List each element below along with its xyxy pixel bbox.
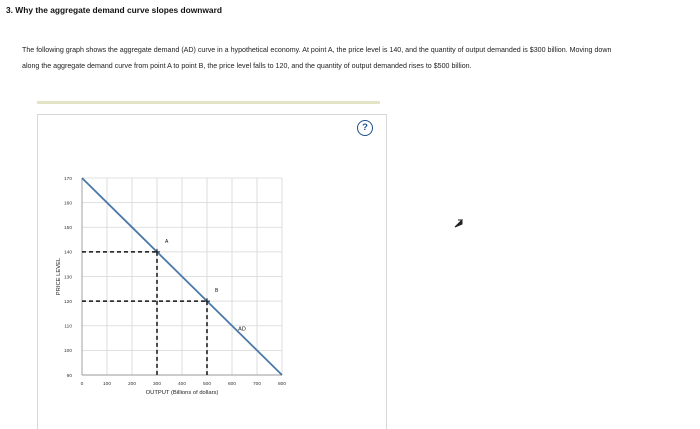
point-label: A — [165, 238, 169, 245]
x-tick-label: 800 — [277, 382, 287, 387]
points — [154, 239, 219, 304]
x-tick-label: 600 — [227, 382, 237, 387]
x-tick-label: 100 — [102, 382, 112, 387]
y-axis-title: PRICE LEVEL — [56, 257, 62, 296]
x-tick-label: 0 — [80, 382, 84, 387]
x-tick-label: 500 — [202, 382, 212, 387]
x-tick-label: 700 — [252, 382, 262, 387]
x-tick-label: 300 — [152, 382, 162, 387]
question-title: 3. Why the aggregate demand curve slopes downward — [6, 5, 222, 15]
y-tick-label: 140 — [63, 250, 72, 256]
x-tick-label: 400 — [177, 382, 187, 387]
y-tick-label: 150 — [63, 226, 72, 232]
y-tick-label: 100 — [63, 349, 72, 355]
y-tick-label: 170 — [63, 176, 72, 182]
y-tick-label: 90 — [66, 373, 72, 379]
help-button[interactable]: ? — [357, 120, 373, 136]
point-label: B — [215, 288, 219, 295]
curve-label: AD — [238, 326, 246, 333]
y-tick-label: 110 — [64, 324, 72, 330]
question-text: The following graph shows the aggregate demand (AD) curve in a hypothetical economy. At point A, the price level is 140, and the quantity of output demanded is $300 billion. Moving down along the aggregate demand curve from point A to point B, the price level falls to 120, and the quantity of output demanded rises to $500 billion. — [22, 46, 612, 70]
tick-labels — [64, 176, 286, 387]
x-axis-title: OUTPUT (Billions of dollars) — [145, 390, 219, 396]
y-tick-label: 120 — [63, 299, 72, 305]
y-tick-label: 160 — [63, 201, 72, 207]
dashed-guides — [82, 252, 207, 375]
x-tick-label: 200 — [127, 382, 137, 387]
y-tick-label: 130 — [63, 275, 72, 281]
